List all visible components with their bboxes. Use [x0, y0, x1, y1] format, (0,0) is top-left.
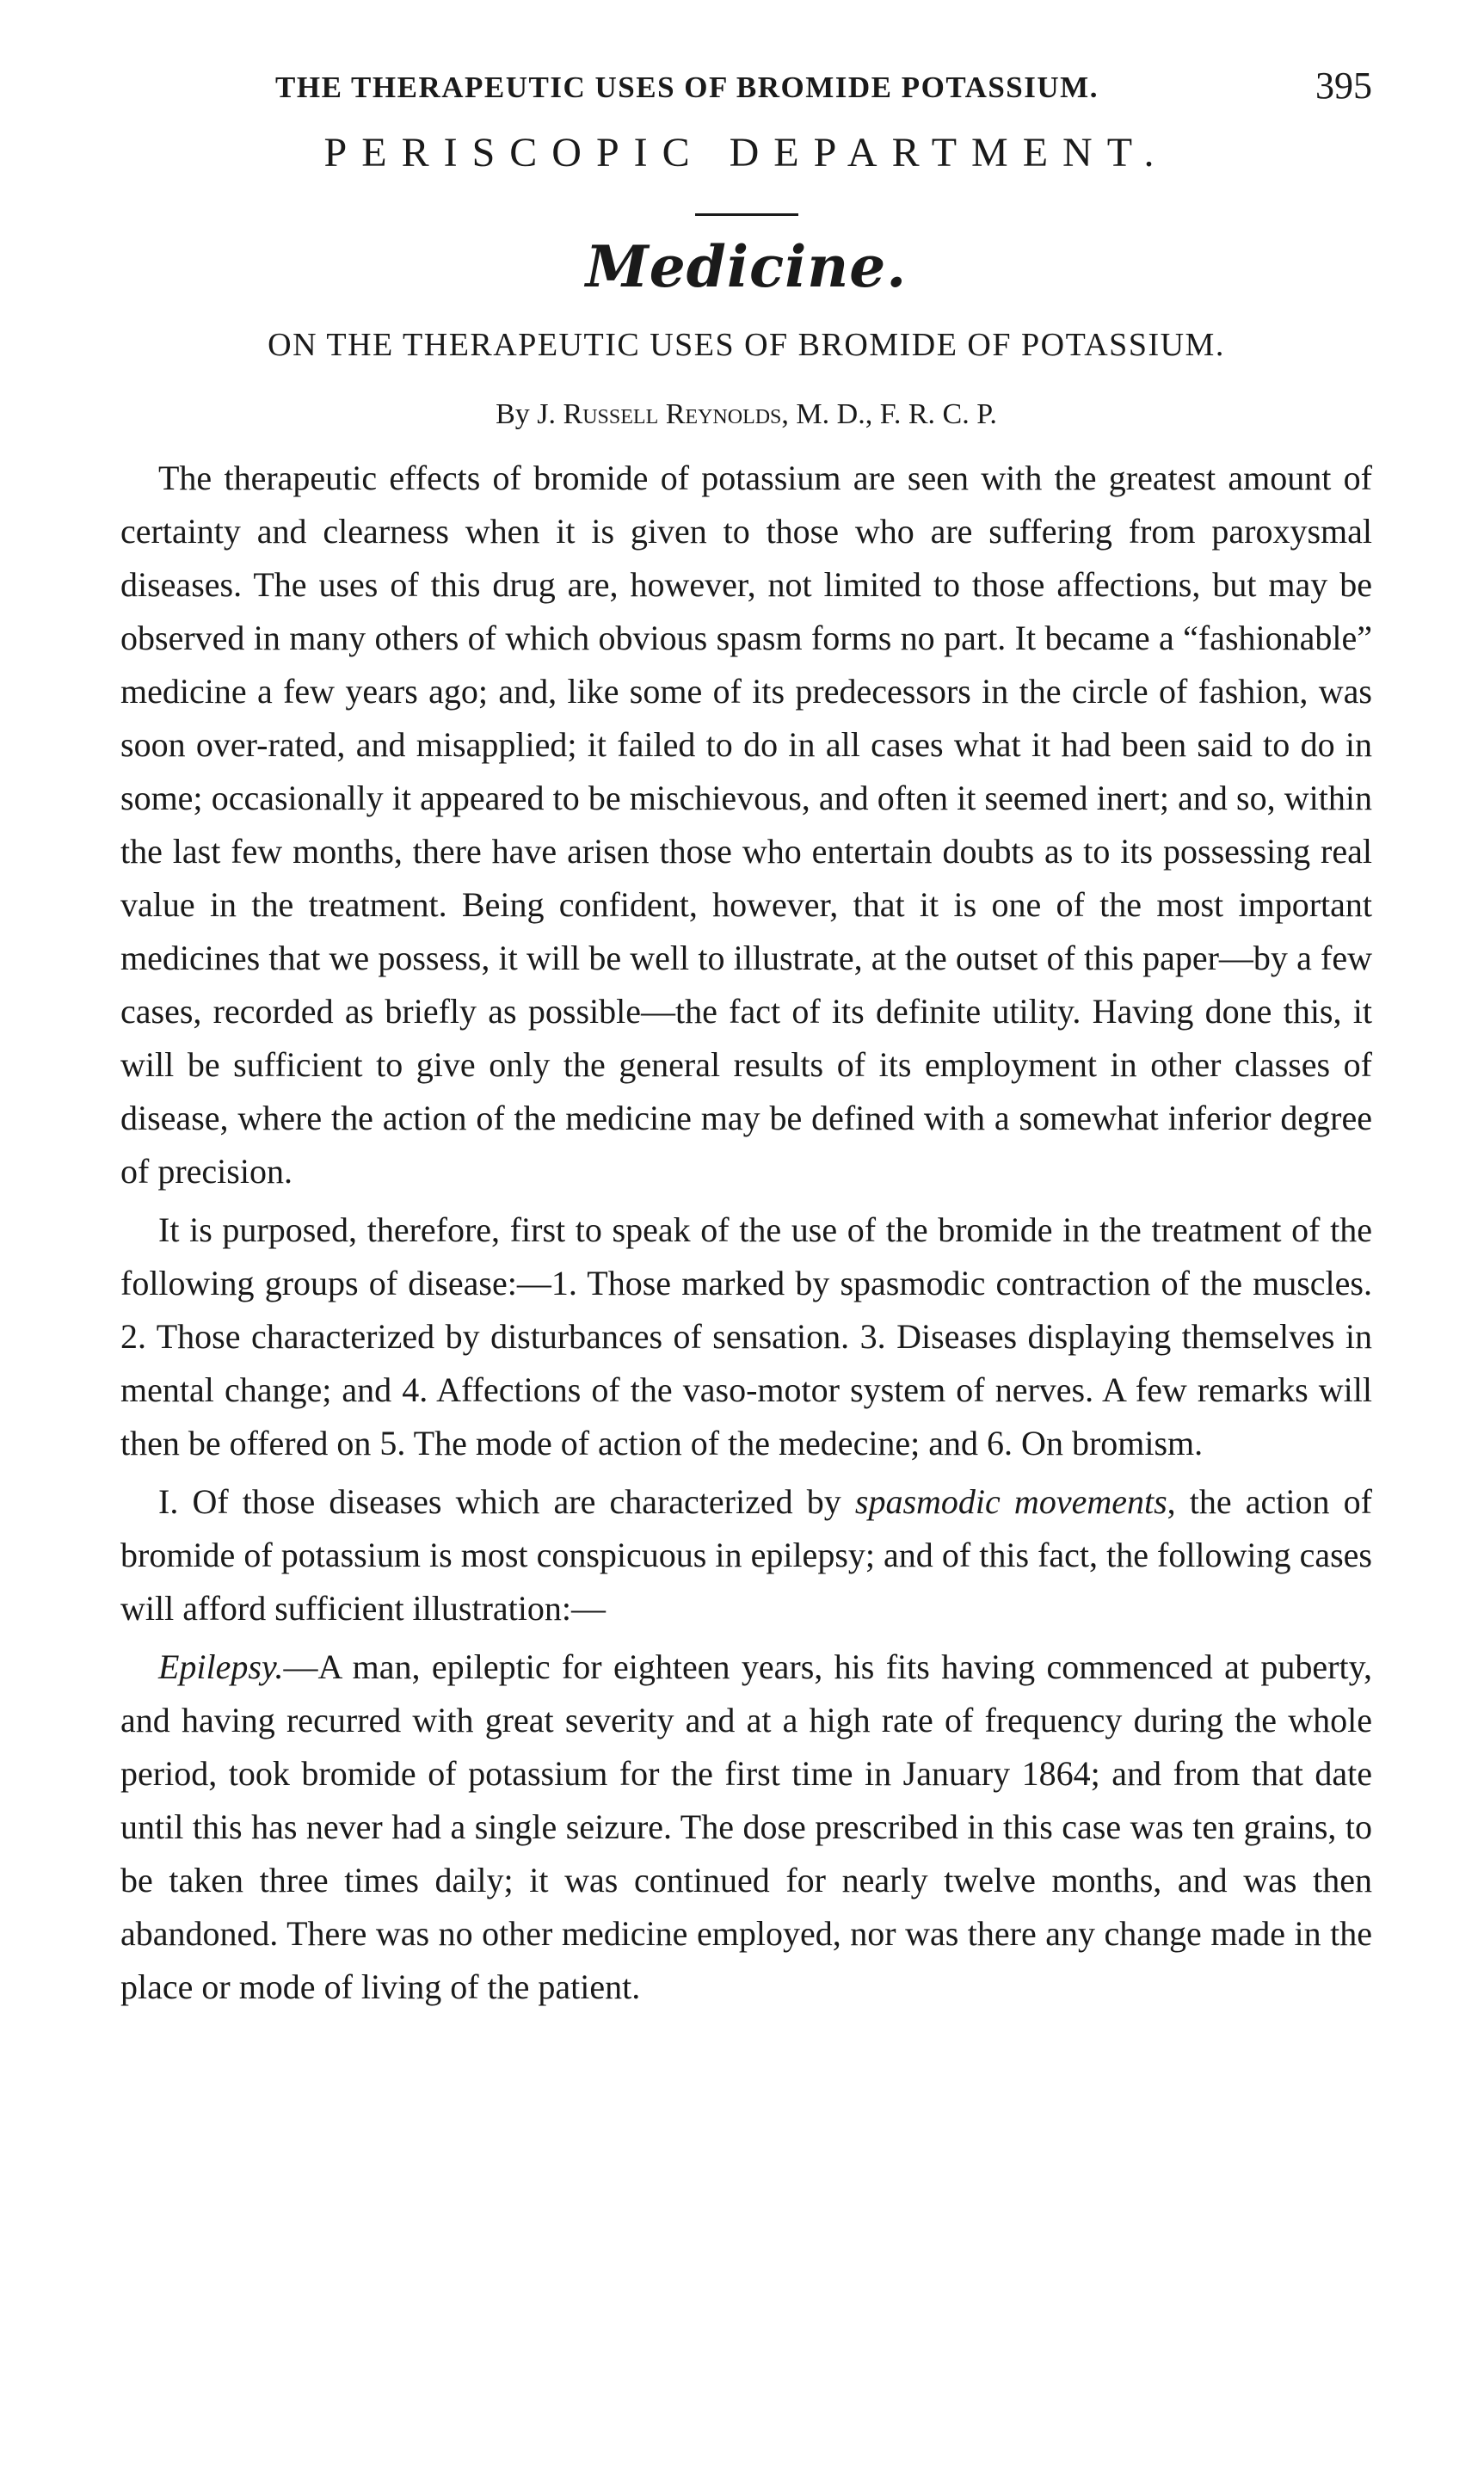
paragraph: It is purposed, therefore, first to speak of the use of the bromide in the treatment of the following groups of disease:—1. Those marked by spasmodic contraction of the muscles. 2. Those characterized by disturbances of sensation. 3. Diseases displaying themselves in mental change; and 4. Affections of the vaso-motor system of nerves. A few remarks will then be offered on 5. The mode of action of the medecine; and 6. On bromism.	[120, 1210, 1372, 1462]
byline	[120, 398, 1372, 441]
section-title: Medicine.	[585, 233, 908, 300]
paragraph	[120, 1475, 1372, 1635]
paragraph-text: , the action of bromide of potassium is most conspicuous in epilepsy; and of this fact, the following cases will afford sufficient illustration:—	[120, 1482, 1373, 1628]
running-title: THE THERAPEUTIC USES OF BROMIDE POTASSIUM.	[275, 71, 1099, 104]
article-body	[120, 452, 1372, 2014]
article-title: ON THE THERAPEUTIC USES OF BROMIDE OF POTASSIUM.	[268, 327, 1225, 363]
department-heading: PERISCOPIC DEPARTMENT.	[323, 130, 1169, 175]
paragraph-text: I. Of those diseases which are characterized by	[158, 1482, 855, 1521]
case-heading: Epilepsy.	[158, 1647, 284, 1686]
byline-prefix: By J.	[496, 398, 563, 430]
paragraph: The therapeutic effects of bromide of potassium are seen with the greatest amount of certainty and clearness when it is given to those who are suffering from paroxysmal diseases. The uses of this drug are, however, not limited to those affections, but may be observed in many others of which obvious spasm forms no part. It became a “fashionable” medicine a few years ago; and, like some of its predecessors in the circle of fashion, was soon over-rated, and misapplied; it failed to do in all cases what it had been said to do in some; occasionally it appeared to be mischievous, and often it seemed inert; and so, within the last few months, there have arisen those who entertain doubts as to its possessing real value in the treatment. Being confident, however, that it is one of the most important medicines that we possess, it will be well to illustrate, at the outset of this paper—by a few cases, recorded as briefly as possible—the fact of its definite utility. Having done this, it will be sufficient to give only the general results of its employment in other classes of disease, where the action of the medicine may be defined with a somewhat inferior degree of precision.	[120, 459, 1372, 1191]
running-head	[120, 60, 1372, 112]
heading-rule	[695, 213, 798, 216]
byline-credentials: , M. D., F. R. C. P.	[781, 398, 997, 430]
emphasis-text: spasmodic movements	[854, 1482, 1167, 1521]
paragraph-text: —A man, epileptic for eighteen years, his fits having commenced at puberty, and having recurred with great severity and at a high rate of frequency during the whole period, took bromide of potassium for the first time in January 1864; and from that date until this has never had a single seizure. The dose prescribed in this case was ten grains, to be taken three times daily; it was continued for nearly twelve months, and was then abandoned. There was no other medicine employed, nor was there any change made in the place or mode of living of the patient.	[120, 1647, 1372, 2006]
author-name: Russell Reynolds	[563, 398, 782, 430]
paragraph	[120, 1641, 1372, 2014]
page-number: 395	[1315, 65, 1372, 107]
